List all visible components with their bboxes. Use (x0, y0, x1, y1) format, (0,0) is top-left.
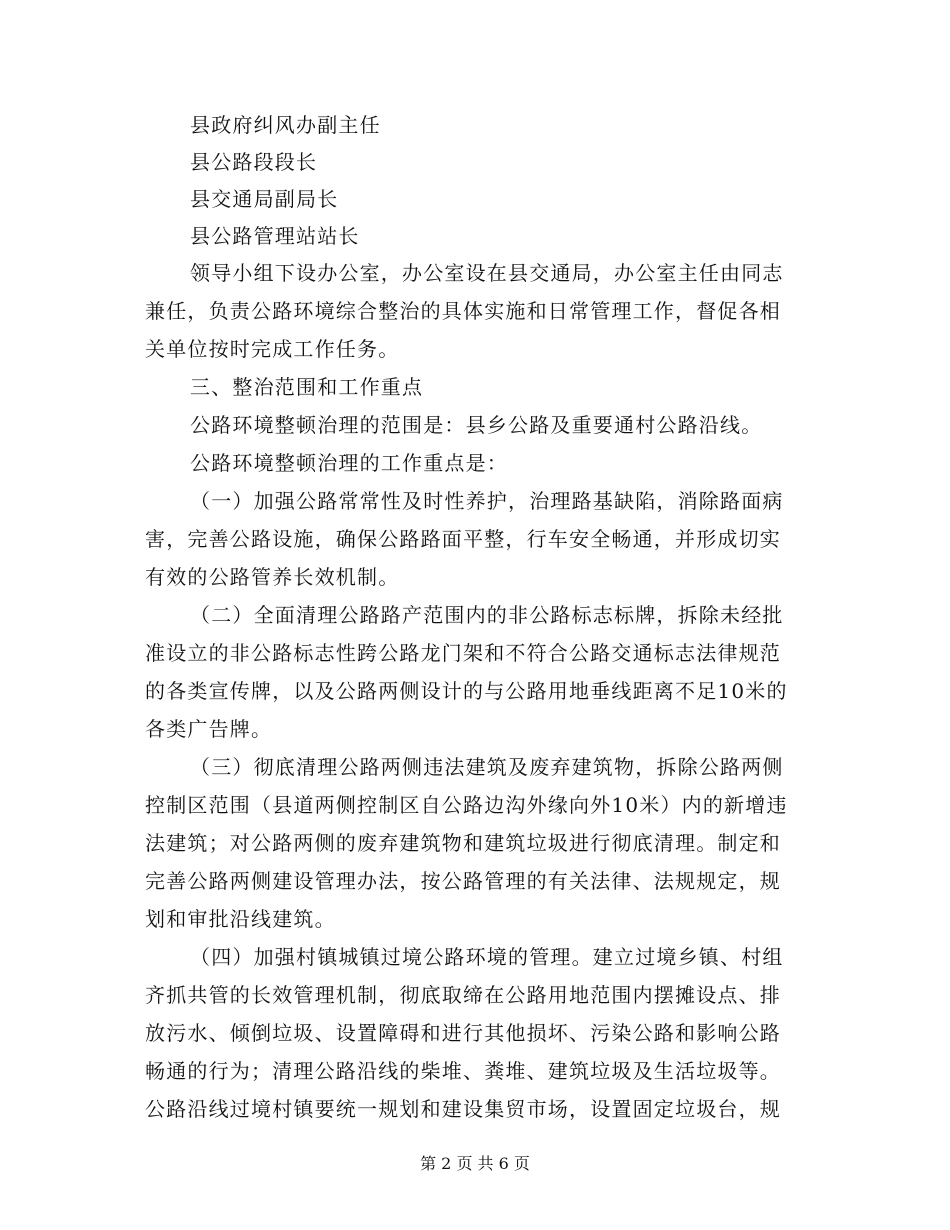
text-line: 公路环境整顿治理的范围是：县乡公路及重要通村公路沿线。 (190, 413, 763, 437)
text-line: 县公路管理站站长 (190, 224, 360, 248)
text-line: 县政府纠风办副主任 (190, 113, 381, 137)
text-line: 畅通的行为；清理公路沿线的柴堆、粪堆、建筑垃圾及生活垃圾等。 (145, 1059, 781, 1083)
text-line: （四）加强村镇城镇过境公路环境的管理。建立过境乡镇、村组 (190, 945, 784, 969)
text-line: 兼任，负责公路环境综合整治的具体实施和日常管理工作，督促各相 (145, 299, 781, 323)
text-line: 划和审批沿线建筑。 (145, 907, 336, 931)
text-line: 关单位按时完成工作任务。 (145, 337, 400, 361)
text-line: 控制区范围（县道两侧控制区自公路边沟外缘向外10米）内的新增违 (145, 793, 788, 817)
text-line: 的各类宣传牌，以及公路两侧设计的与公路用地垂线距离不足10米的 (145, 679, 788, 703)
text-line: 齐抓共管的长效管理机制，彻底取缔在公路用地范围内摆摊设点、排 (145, 983, 781, 1007)
text-line: 害，完善公路设施，确保公路路面平整，行车安全畅通，并形成切实 (145, 527, 781, 551)
text-line: 领导小组下设办公室，办公室设在县交通局，办公室主任由同志 (190, 261, 784, 285)
text-line: （三）彻底清理公路两侧违法建筑及废弃建筑物，拆除公路两侧 (190, 755, 784, 779)
text-line: 法建筑；对公路两侧的废弃建筑物和建筑垃圾进行彻底清理。制定和 (145, 831, 781, 855)
text-line: 县公路段段长 (190, 150, 318, 174)
text-line: 准设立的非公路标志性跨公路龙门架和不符合公路交通标志法律规范 (145, 641, 781, 665)
text-line: 完善公路两侧建设管理办法，按公路管理的有关法律、法规规定，规 (145, 869, 781, 893)
text-line: （二）全面清理公路路产范围内的非公路标志标牌，拆除未经批 (190, 603, 784, 627)
text-line: 县交通局副局长 (190, 187, 339, 211)
text-line: 公路环境整顿治理的工作重点是： (190, 451, 508, 475)
text-line: 公路沿线过境村镇要统一规划和建设集贸市场，设置固定垃圾台，规 (145, 1097, 781, 1121)
text-line: 各类广告牌。 (145, 717, 273, 741)
text-line: 放污水、倾倒垃圾、设置障碍和进行其他损坏、污染公路和影响公路 (145, 1021, 781, 1045)
text-line: 有效的公路管养长效机制。 (145, 565, 400, 589)
page-number-footer: 第 2 页 共 6 页 (420, 1154, 530, 1173)
text-line: （一）加强公路常常性及时性养护，治理路基缺陷，消除路面病 (190, 489, 784, 513)
section-heading: 三、整治范围和工作重点 (190, 375, 424, 399)
